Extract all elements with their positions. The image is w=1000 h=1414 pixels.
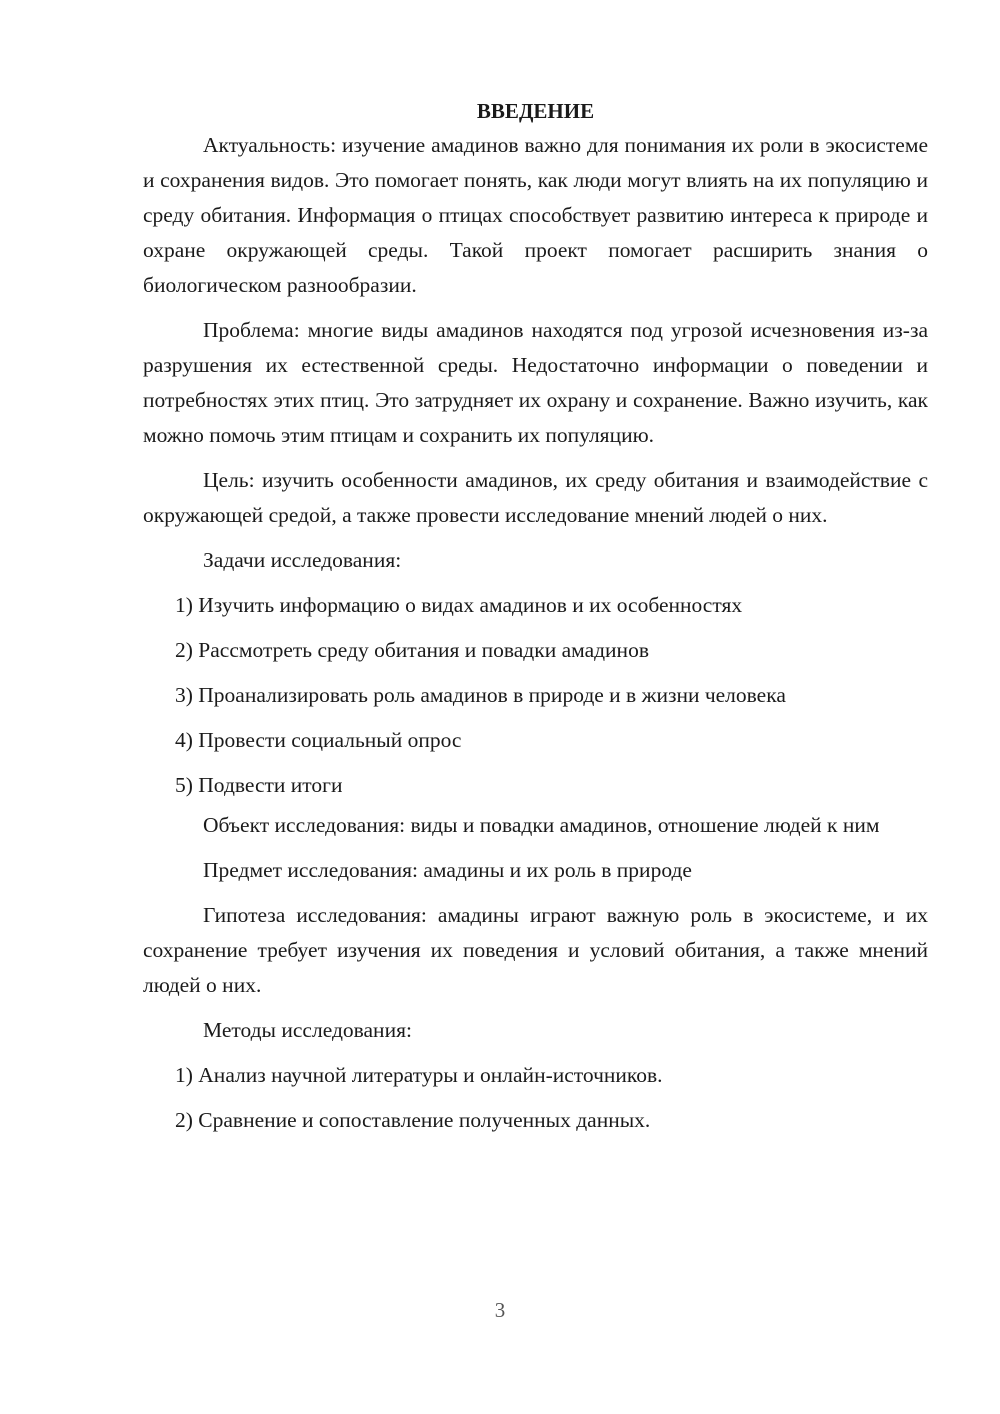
task-item: 4) Провести социальный опрос xyxy=(175,728,462,752)
document-page xyxy=(143,94,928,1148)
goal-paragraph: Цель: изучить особенности амадинов, их среду обитания и взаимодействие с окружающей средой, а также провести исследование мнений людей о них. xyxy=(143,468,928,527)
tasks-heading: Задачи исследования: xyxy=(203,548,402,572)
task-item: 5) Подвести итоги xyxy=(175,773,343,797)
relevance-paragraph: Актуальность: изучение амадинов важно для понимания их роли в экосистеме и сохранения видов. Это помогает понять, как люди могут влиять на их популяцию и среду обитания. Информация о птицах способствует развитию интереса к природе и охране окружающей среды. Такой проект помогает расширить знания о биологическом разнообразии. xyxy=(143,133,928,297)
subject-paragraph: Предмет исследования: амадины и их роль в природе xyxy=(203,858,692,882)
method-item: 1) Анализ научной литературы и онлайн-источников. xyxy=(175,1063,663,1087)
problem-paragraph: Проблема: многие виды амадинов находятся под угрозой исчезновения из-за разрушения их естественной среды. Недостаточно информации о поведении и потребностях этих птиц. Это затрудняет их охрану и сохранение. Важно изучить, как можно помочь этим птицам и сохранить их популяцию. xyxy=(143,318,928,447)
methods-heading: Методы исследования: xyxy=(203,1018,412,1042)
hypothesis-paragraph: Гипотеза исследования: амадины играют важную роль в экосистеме, и их сохранение требует изучения их поведения и условий обитания, а также мнений людей о них. xyxy=(143,903,928,997)
task-item: 2) Рассмотреть среду обитания и повадки амадинов xyxy=(175,638,649,662)
method-item: 2) Сравнение и сопоставление полученных данных. xyxy=(175,1108,651,1132)
task-item: 3) Проанализировать роль амадинов в природе и в жизни человека xyxy=(175,683,786,707)
section-title: ВВЕДЕНИЕ xyxy=(476,99,595,123)
task-item: 1) Изучить информацию о видах амадинов и их особенностях xyxy=(175,593,743,617)
object-paragraph: Объект исследования: виды и повадки амадинов, отношение людей к ним xyxy=(203,813,880,837)
page-number: 3 xyxy=(494,1298,506,1322)
tasks-list xyxy=(143,588,928,803)
methods-list xyxy=(143,1058,928,1138)
